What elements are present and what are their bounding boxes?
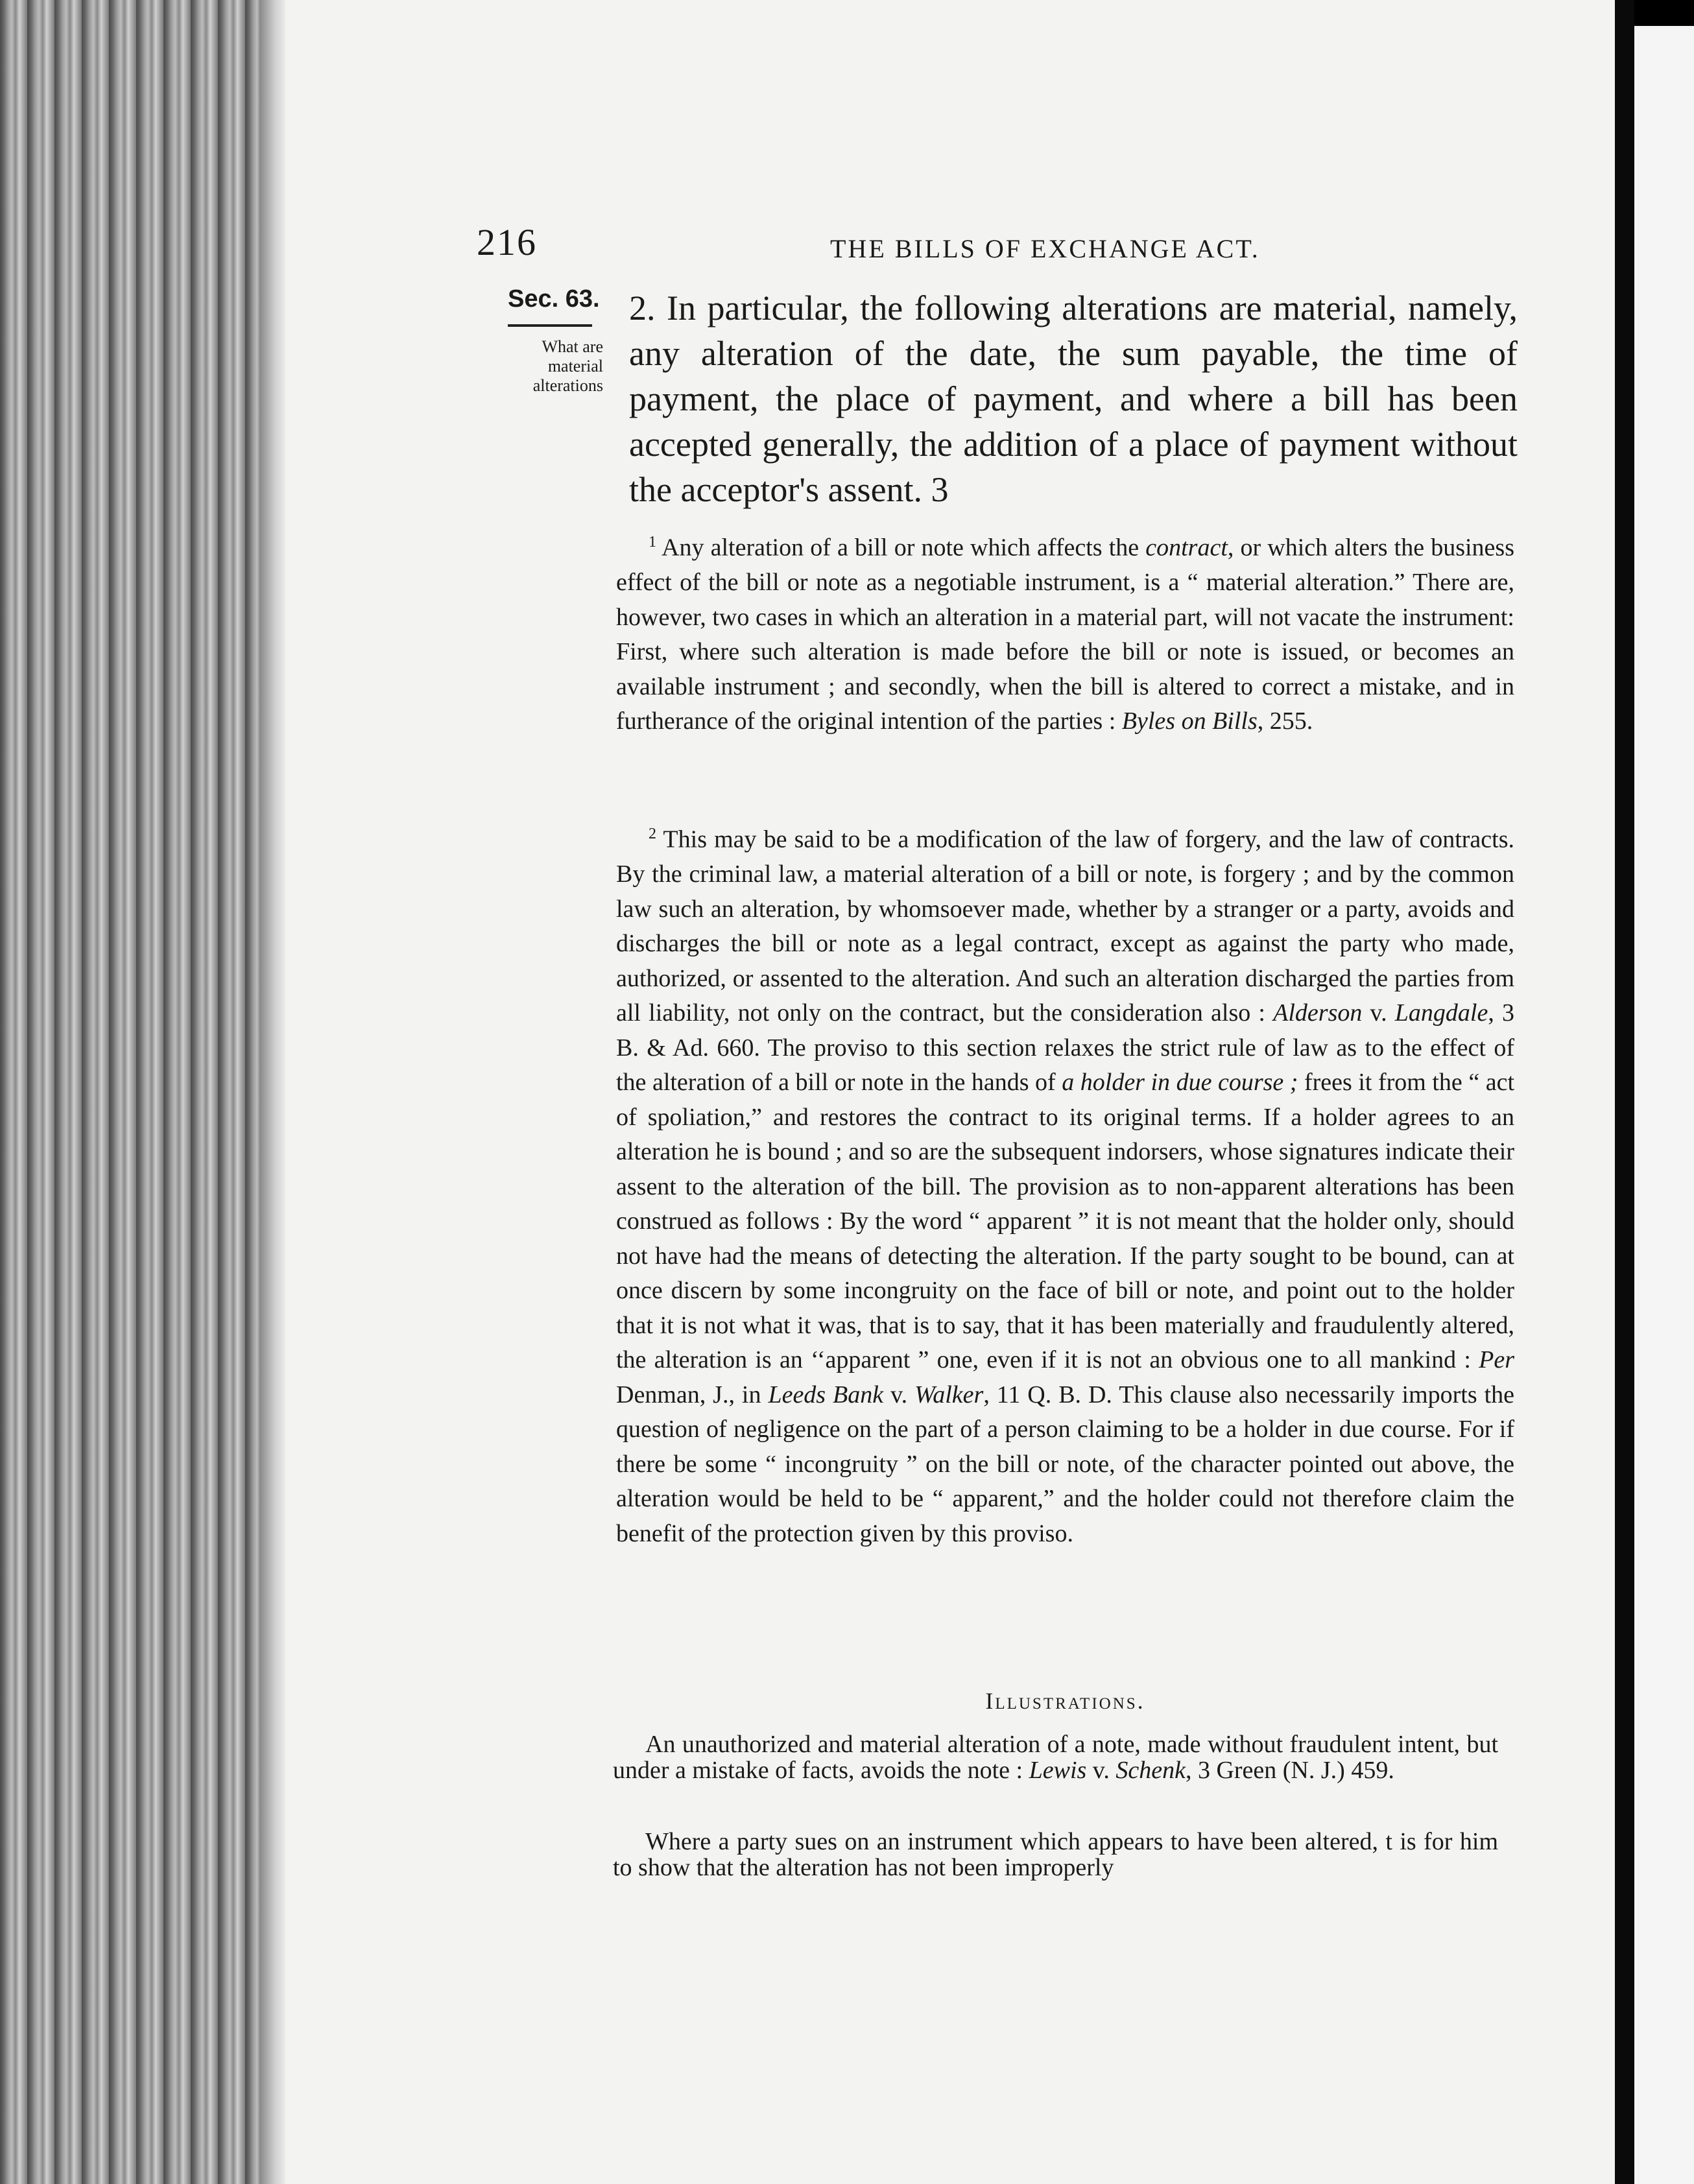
footnote-1-text-c: , 255. <box>1257 707 1313 735</box>
footnote-2-text-e: Denman, J., in <box>616 1381 769 1408</box>
illustration-2: Where a party sues on an instrument which appears to have been altered, t is for him to show that the alteration has not been improperly <box>613 1828 1498 1881</box>
section-label: Sec. 63. <box>508 285 600 313</box>
footnote-1 <box>616 525 1514 739</box>
section-body: 2. In particular, the following alterations are material, namely, any alteration of the date, the sum payable, the time of payment, the place of payment, and where a bill has been accepted generally, the addition of a place of payment without the acceptor's assent. 3 <box>629 289 1518 509</box>
right-binding-shadow <box>1615 0 1634 2184</box>
footnote-1-text-b: , or which alters the business effect of the bill or note as a negotiable instrument, is a “ material alteration.” There are, however, two cases in which an alteration in a material part, will not vacate the instrument: First, where such alteration is made before the bill or note is issued, or becomes an available instrument ; and secondly, when the bill is altered to correct a mistake, and in furtherance of the original intention of the parties : <box>616 534 1514 735</box>
footnote-1-italic-a: contract <box>1145 534 1228 562</box>
footnote-2-marker: 2 <box>649 825 656 842</box>
footnote-2-italic-c: a holder in due course ; <box>1062 1069 1298 1097</box>
book-gutter <box>259 0 285 2184</box>
footnote-2-italic-d: Per <box>1479 1346 1514 1374</box>
footnote-2-text-b: v. <box>1362 999 1395 1027</box>
illustration-1-text-c: , 3 Green (N. J.) 459. <box>1185 1757 1394 1784</box>
footnote-2-text-a: This may be said to be a modification of the law of forgery, and the law of contracts. By the criminal law, a material alteration of a bill or note, is forgery ; and by the common law such an alteration, by whomsoever made, whether by a stranger or a party, avoids and discharges the bill or note as a legal contract, except as against the party who made, authorized, or assented to the alteration. And such an alteration discharged the parties from all liability, not only on the contract, but the consideration also : <box>616 825 1514 1027</box>
footnote-2-text-f: v. <box>883 1381 915 1408</box>
footnote-2-italic-b: Langdale <box>1394 999 1488 1027</box>
illustrations-heading: Illustrations. <box>985 1688 1145 1714</box>
footnote-2-italic-f: Walker <box>914 1381 984 1408</box>
footnote-1-text-a: Any alteration of a bill or note which affects the <box>662 534 1146 562</box>
footnote-2-text-d: frees it from the “ act of spoliation,” and restores the contract to its original terms. If a holder agrees to an alteration he is bound ; and so are the subsequent indorsers, whose signatures indicate their assent to the alteration of the bill. The provision as to non-apparent alterations has been construed as follows : By the word “ apparent ” it is not meant that the holder only, should not have had the means of detecting the alteration. If the party sought to be bound, can at once discern by some incongruity on the face of bill or note, and point out to the holder that it is not what it was, that is to say, that it has been materially and fraudulently altered, the alteration is an ‘‘apparent ” one, even if it is not an obvious one to all mankind : <box>616 1069 1515 1374</box>
margin-note: What are material alterations <box>532 337 603 395</box>
book-page-edges <box>0 0 285 2184</box>
illustration-1-text-a: An unauthorized and material alteration of a note, made without fraudulent intent, but under a mistake of facts, avoids the note : <box>613 1731 1498 1784</box>
footnote-2-text-c: , 3 B. & Ad. 660. The proviso to this section relaxes the strict rule of law as to the effect of the alteration of a bill or note in the hands of <box>616 999 1514 1097</box>
footnote-1-italic-b: Byles on Bills <box>1121 707 1258 735</box>
facing-page-edge <box>1634 26 1694 2184</box>
footnote-2-italic-a: Alderson <box>1273 999 1363 1027</box>
illustration-1 <box>613 1731 1498 1783</box>
footnote-2 <box>616 817 1514 1551</box>
footnote-1-marker: 1 <box>649 534 656 551</box>
page-number: 216 <box>477 221 537 263</box>
illustration-1-italic-b: Schenk <box>1115 1757 1186 1784</box>
running-head: THE BILLS OF EXCHANGE ACT. <box>830 234 1260 263</box>
footnote-2-italic-e: Leeds Bank <box>768 1381 884 1408</box>
illustration-1-italic-a: Lewis <box>1029 1757 1087 1784</box>
section-label-rule <box>508 324 592 327</box>
illustration-1-text-b: v. <box>1086 1757 1116 1784</box>
footnote-2-text-g: , 11 Q. B. D. This clause also necessarily imports the question of negligence on the part of a person claiming to be a holder in due course. For if there be some “ incongruity ” on the bill or note, of the character pointed out above, the alteration would be held to be “ apparent,” and the holder could not therefore claim the benefit of the protection given by this proviso. <box>616 1381 1515 1547</box>
